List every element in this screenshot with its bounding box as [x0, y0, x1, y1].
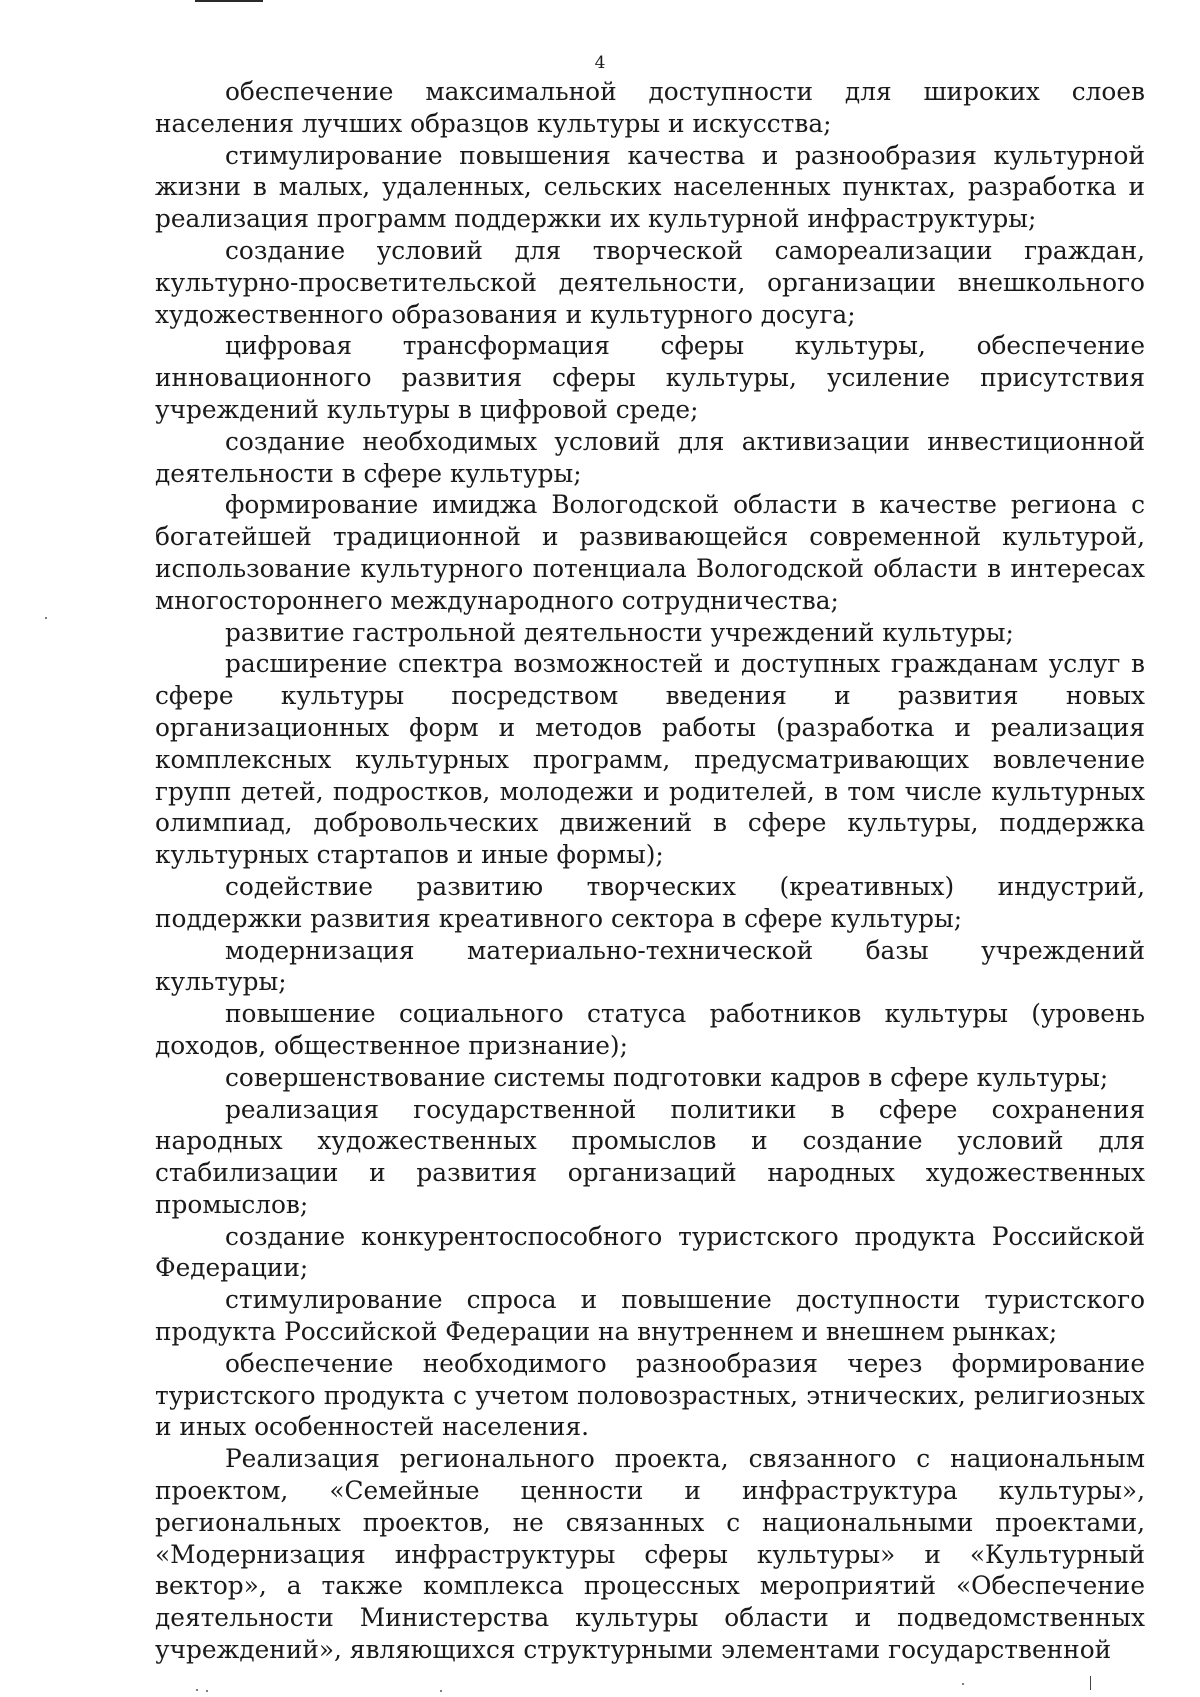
scan-speck [206, 1690, 208, 1692]
scan-edge-mark [195, 0, 263, 2]
scan-edge-tick [1090, 1676, 1091, 1690]
scan-speck [45, 617, 47, 619]
scan-speck [440, 1690, 442, 1692]
paragraph: реализация государственной политики в сфере сохранения народных художественных промыслов и создание условий для стабилизации и развития организаций народных художественных промыслов; [155, 1094, 1145, 1219]
paragraph: обеспечение необходимого разнообразия через формирование туристского продукта с учетом половозрастных, этнических, религиозных и иных особенностей населения. [155, 1348, 1145, 1442]
paragraph: стимулирование спроса и повышение доступности туристского продукта Российской Федерации на внутреннем и внешнем рынках; [155, 1285, 1145, 1347]
paragraph: модернизация материально-технической базы учреждений культуры; [155, 935, 1145, 997]
paragraph: цифровая трансформация сферы культуры, обеспечение инновационного развития сферы культуры, усиление присутствия учреждений культуры в цифровой среде; [155, 331, 1145, 424]
paragraph: обеспечение максимальной доступности для широких слоев населения лучших образцов культуры и искусства; [155, 77, 1145, 138]
paragraph: создание необходимых условий для активизации инвестиционной деятельности в сфере культуры; [155, 426, 1145, 488]
paragraph: развитие гастрольной деятельности учреждений культуры; [225, 617, 1014, 647]
document-body [155, 76, 1145, 1666]
paragraph: формирование имиджа Вологодской области в качестве региона с богатейшей традиционной и развивающейся современной культурой, использование культурного потенциала Вологодской области в интересах многостороннего международного сотрудничества; [155, 490, 1145, 615]
paragraph: повышение социального статуса работников культуры (уровень доходов, общественное признание); [155, 999, 1145, 1060]
paragraph: содействие развитию творческих (креативных) индустрий, поддержки развития креативного сектора в сфере культуры; [155, 871, 1145, 933]
paragraph: расширение спектра возможностей и доступных гражданам услуг в сфере культуры посредством введения и развития новых организационных форм и методов работы (разработка и реализация комплексных культурных программ, предусматривающих вовлечение групп детей, подростков, молодежи и родителей, в том числе культурных олимпиад, добровольческих движений в сфере культуры, поддержка культурных стартапов и иные формы); [155, 649, 1145, 870]
scan-speck [962, 1683, 964, 1685]
paragraph: стимулирование повышения качества и разнообразия культурной жизни в малых, удаленных, сельских населенных пунктах, разработка и реализация программ поддержки их культурной инфраструктуры; [155, 140, 1145, 234]
paragraph: Реализация регионального проекта, связанного с национальным проектом, «Семейные ценности и инфраструктура культуры», региональных проектов, не связанных с национальными проектами, «Модернизация инфраструктуры сферы культуры» и «Культурный вектор», а также комплекса процессных мероприятий «Обеспечение деятельности Министерства культуры области и подведомственных учреждений», являющихся структурными элементами государственной [155, 1444, 1145, 1665]
paragraph: создание конкурентоспособного туристского продукта Российской Федерации; [155, 1221, 1145, 1283]
page-number: 4 [594, 53, 606, 73]
scan-speck [196, 1689, 198, 1691]
paragraph: создание условий для творческой самореализации граждан, культурно-просветительской деятельности, организации внешкольного художественного образования и культурного досуга; [155, 235, 1145, 329]
paragraph: совершенствование системы подготовки кадров в сфере культуры; [225, 1062, 1109, 1092]
